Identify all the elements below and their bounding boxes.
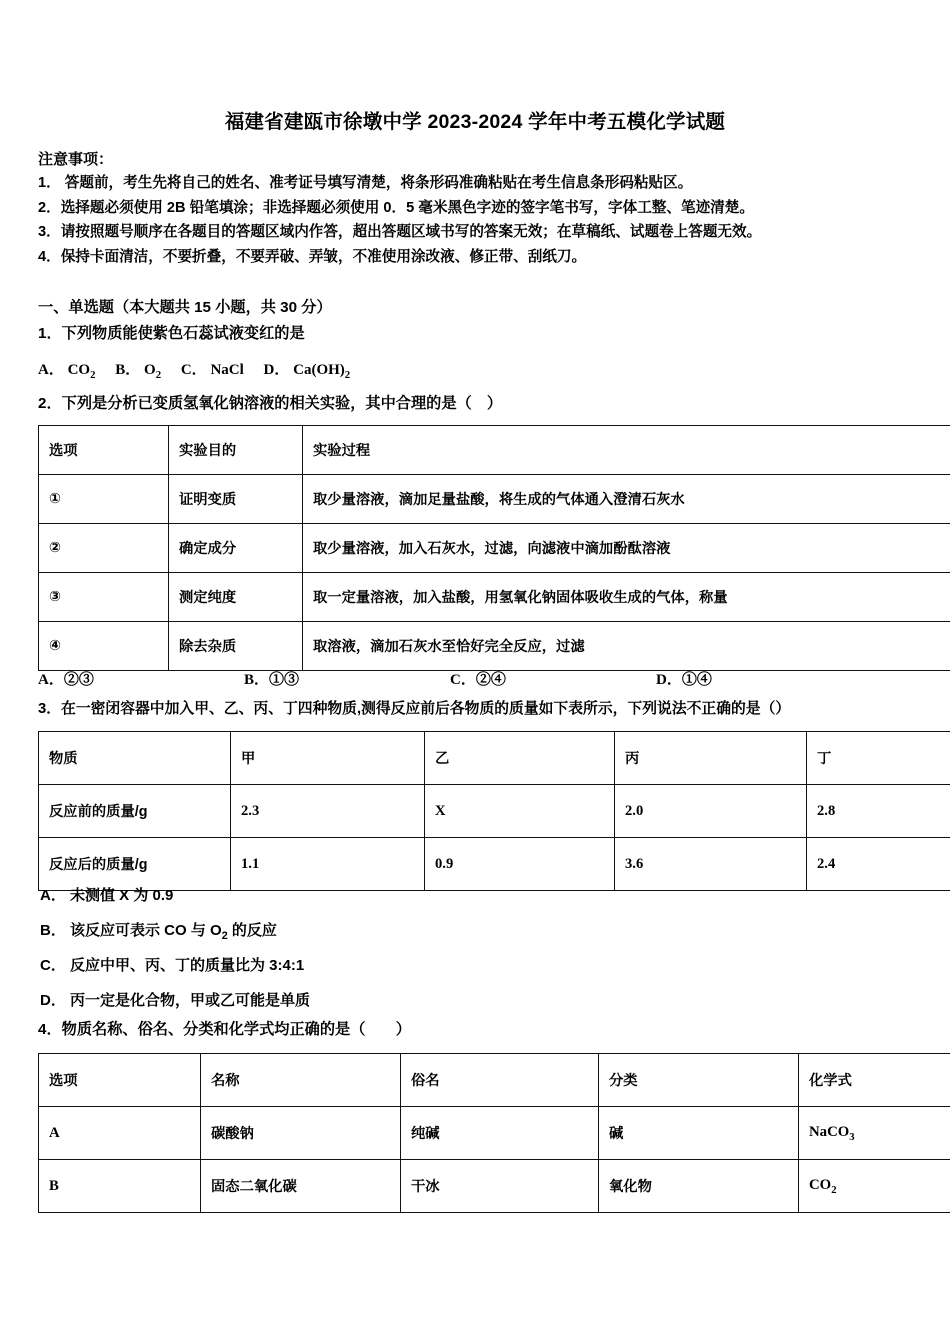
question-2-stem: 2．下列是分析已变质氢氧化钠溶液的相关实验，其中合理的是（ ）: [38, 395, 503, 412]
table-header-cell: 丁: [807, 732, 950, 785]
table-row: [39, 838, 950, 891]
question-1-option-d: D． $Ca(OH)_2$: [263, 362, 351, 381]
table-cell: 2.0: [615, 785, 807, 838]
question-3-option-b: B． 该反应可表示 CO 与 $O_2$ 的反应: [40, 922, 277, 942]
question-4-stem: 4．物质名称、俗名、分类和化学式均正确的是（ ）: [38, 1021, 411, 1038]
table-row: [39, 1160, 950, 1213]
table-cell: 3.6: [615, 838, 807, 891]
table-cell: $CO_2$: [799, 1160, 950, 1213]
question-2-option-a: A．②③: [38, 672, 94, 688]
table-header-cell: 选项: [39, 426, 169, 475]
table-header-row: [39, 732, 950, 785]
question-4-table: [38, 1053, 950, 1213]
table-cell: 反应前的质量/g: [39, 785, 231, 838]
table-cell: 除去杂质: [169, 622, 303, 671]
table-header-cell: 物质: [39, 732, 231, 785]
table-header-cell: 名称: [201, 1054, 401, 1107]
notice-item-4: 4．保持卡面清洁，不要折叠，不要弄破、弄皱，不准使用涂改液、修正带、刮纸刀。: [38, 248, 587, 265]
table-cell: 干冰: [401, 1160, 599, 1213]
page-title: 福建省建瓯市徐墩中学 2023-2024 学年中考五模化学试题: [224, 111, 726, 133]
table-row: [39, 475, 950, 524]
question-3-option-a: A． 未测值 X 为 0.9: [40, 887, 174, 904]
question-1-stem: 1．下列物质能使紫色石蕊试液变红的是: [38, 325, 305, 342]
question-3-stem: 3．在一密闭容器中加入甲、乙、丙、丁四种物质,测得反应前后各物质的质量如下表所示，下列说法不正确的是（）: [38, 701, 791, 717]
table-cell: ②: [39, 524, 169, 573]
question-2-options: [38, 668, 898, 689]
question-1-option-a: A． $CO_2$: [38, 362, 96, 381]
table-cell: ④: [39, 622, 169, 671]
table-cell: 取溶液，滴加石灰水至恰好完全反应，过滤: [303, 622, 950, 671]
table-cell: ③: [39, 573, 169, 622]
table-row: [39, 622, 950, 671]
table-row: [39, 785, 950, 838]
question-3-table: [38, 731, 950, 891]
question-3-option-c: C． 反应中甲、丙、丁的质量比为 3:4:1: [40, 957, 305, 974]
table-header-cell: 分类: [599, 1054, 799, 1107]
notice-item-1: 1． 答题前，考生先将自己的姓名、准考证号填写清楚，将条形码准确粘贴在考生信息条形码粘贴区。: [38, 175, 693, 191]
notice-item-3: 3．请按照题号顺序在各题目的答题区域内作答，超出答题区域书写的答案无效；在草稿纸、试题卷上答题无效。: [38, 224, 762, 240]
table-cell: B: [39, 1160, 201, 1213]
table-header-row: [39, 426, 950, 475]
table-cell: 2.8: [807, 785, 950, 838]
question-2-option-b: B．①③: [244, 672, 300, 688]
table-cell: 氧化物: [599, 1160, 799, 1213]
table-row: [39, 1107, 950, 1160]
table-cell: 0.9: [425, 838, 615, 891]
table-cell: 取一定量溶液，加入盐酸，用氢氧化钠固体吸收生成的气体，称量: [303, 573, 950, 622]
table-header-cell: 实验目的: [169, 426, 303, 475]
table-cell: 固态二氧化碳: [201, 1160, 401, 1213]
table-header-cell: 实验过程: [303, 426, 950, 475]
table-header-row: [39, 1054, 950, 1107]
notice-block: [38, 148, 928, 269]
table-cell: 反应后的质量/g: [39, 838, 231, 891]
question-2-option-d: D．①④: [656, 672, 712, 688]
table-cell: 测定纯度: [169, 573, 303, 622]
table-cell: 确定成分: [169, 524, 303, 573]
table-header-cell: 丙: [615, 732, 807, 785]
table-cell: 取少量溶液，滴加足量盐酸，将生成的气体通入澄清石灰水: [303, 475, 950, 524]
table-row: [39, 573, 950, 622]
table-row: [39, 524, 950, 573]
table-header-cell: 甲: [231, 732, 425, 785]
question-2-table: [38, 425, 950, 671]
table-header-cell: 俗名: [401, 1054, 599, 1107]
question-3-option-d: D． 丙一定是化合物，甲或乙可能是单质: [40, 992, 311, 1009]
question-2-option-c: C．②④: [450, 672, 506, 688]
question-1-option-b: B． $O_2$: [115, 362, 162, 381]
question-1-options: [38, 358, 366, 381]
table-cell: 2.4: [807, 838, 950, 891]
table-cell: 取少量溶液，加入石灰水，过滤，向滤液中滴加酚酞溶液: [303, 524, 950, 573]
table-header-cell: 选项: [39, 1054, 201, 1107]
question-1-option-c: C． NaCl: [180, 362, 244, 378]
table-cell: A: [39, 1107, 201, 1160]
section-heading-single-choice: 一、单选题（本大题共 15 小题，共 30 分）: [38, 299, 332, 316]
table-header-cell: 化学式: [799, 1054, 950, 1107]
table-cell: X: [425, 785, 615, 838]
table-cell: 1.1: [231, 838, 425, 891]
table-cell: 纯碱: [401, 1107, 599, 1160]
notice-heading: 注意事项：: [38, 151, 114, 168]
table-cell: 碱: [599, 1107, 799, 1160]
table-header-cell: 乙: [425, 732, 615, 785]
table-cell: 2.3: [231, 785, 425, 838]
table-cell: ①: [39, 475, 169, 524]
notice-item-2: 2．选择题必须使用 2B 铅笔填涂；非选择题必须使用 0．5 毫米黑色字迹的签字笔书写，字体工整、笔迹清楚。: [38, 199, 754, 216]
table-cell: NaCO$_3$: [799, 1107, 950, 1160]
table-cell: 碳酸钠: [201, 1107, 401, 1160]
table-cell: 证明变质: [169, 475, 303, 524]
